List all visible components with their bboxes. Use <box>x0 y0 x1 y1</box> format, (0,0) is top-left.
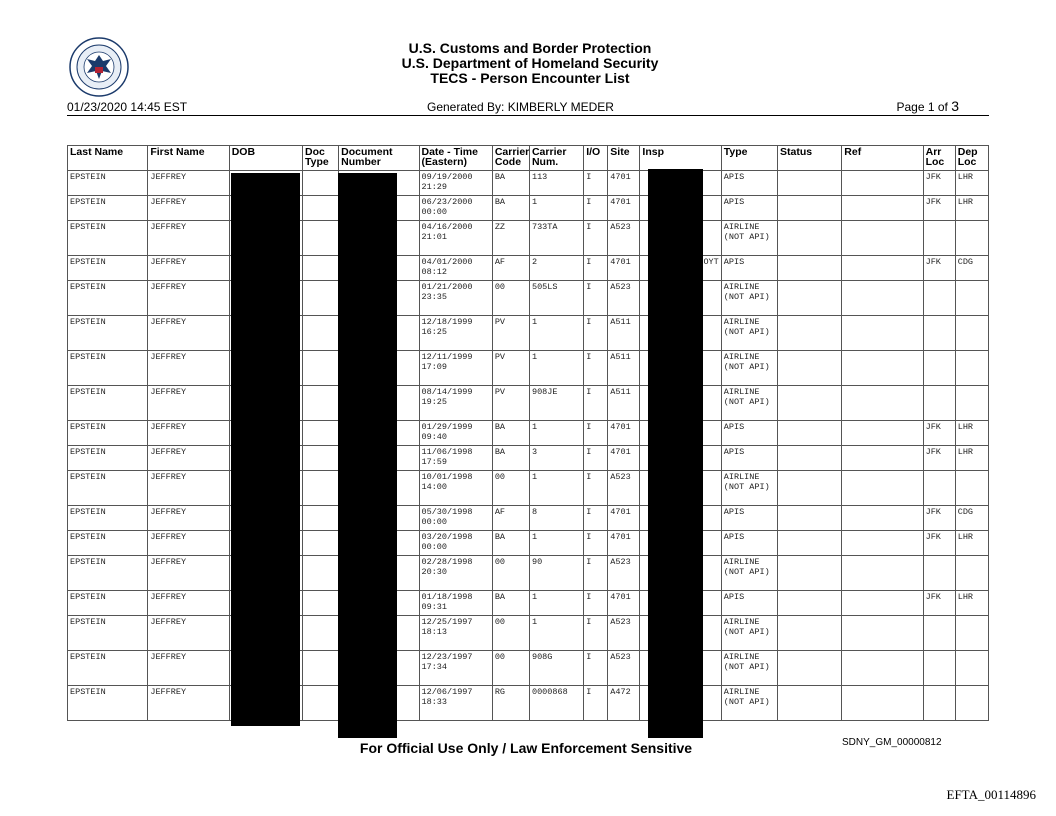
cell-status <box>778 651 842 686</box>
cell-carrier-code: BA <box>492 196 529 221</box>
cell-dep-loc <box>955 651 988 686</box>
cell-doc-type <box>303 446 339 471</box>
cell-last-name: EPSTEIN <box>68 386 148 421</box>
cell-last-name: EPSTEIN <box>68 196 148 221</box>
cell-io: I <box>584 506 608 531</box>
cell-dep-loc <box>955 556 988 591</box>
cell-arr-loc <box>923 316 955 351</box>
cell-ref <box>842 196 923 221</box>
report-datetime: 01/23/2020 14:45 EST <box>67 100 188 114</box>
cell-arr-loc: JFK <box>923 196 955 221</box>
cell-arr-loc <box>923 616 955 651</box>
cell-last-name: EPSTEIN <box>68 556 148 591</box>
cell-last-name: EPSTEIN <box>68 351 148 386</box>
cell-type: APIS <box>721 446 777 471</box>
col-header: DOB <box>229 146 302 171</box>
cell-io: I <box>584 591 608 616</box>
cell-date-time: 12/18/1999 16:25 <box>419 316 492 351</box>
cell-type: APIS <box>721 591 777 616</box>
cell-date-time: 10/01/1998 14:00 <box>419 471 492 506</box>
cell-date-time: 01/21/2000 23:35 <box>419 281 492 316</box>
cell-type: APIS <box>721 531 777 556</box>
cell-io: I <box>584 351 608 386</box>
cell-carrier-num: 3 <box>529 446 583 471</box>
cell-arr-loc <box>923 281 955 316</box>
cell-site: A523 <box>608 616 640 651</box>
cell-dep-loc: LHR <box>955 591 988 616</box>
cell-arr-loc <box>923 221 955 256</box>
cell-carrier-num: 733TA <box>529 221 583 256</box>
cell-ref <box>842 686 923 721</box>
cell-date-time: 01/29/1999 09:40 <box>419 421 492 446</box>
cell-type: AIRLINE (NOT API) <box>721 316 777 351</box>
cell-carrier-code: 00 <box>492 556 529 591</box>
table-row <box>68 386 989 421</box>
cell-io: I <box>584 556 608 591</box>
cell-doc-type <box>303 221 339 256</box>
cell-ref <box>842 591 923 616</box>
cell-carrier-num: 1 <box>529 196 583 221</box>
cell-doc-type <box>303 591 339 616</box>
cell-dep-loc <box>955 386 988 421</box>
cell-first-name: JEFFREY <box>148 531 229 556</box>
col-header: First Name <box>148 146 229 171</box>
cell-last-name: EPSTEIN <box>68 421 148 446</box>
cell-arr-loc <box>923 351 955 386</box>
cell-first-name: JEFFREY <box>148 616 229 651</box>
cell-carrier-code: PV <box>492 316 529 351</box>
cell-ref <box>842 256 923 281</box>
cell-carrier-code: ZZ <box>492 221 529 256</box>
cell-first-name: JEFFREY <box>148 686 229 721</box>
cell-site: A511 <box>608 386 640 421</box>
table-row <box>68 686 989 721</box>
cell-arr-loc <box>923 686 955 721</box>
cell-site: A472 <box>608 686 640 721</box>
cell-status <box>778 386 842 421</box>
cell-first-name: JEFFREY <box>148 446 229 471</box>
page-indicator <box>896 98 959 114</box>
cell-first-name: JEFFREY <box>148 316 229 351</box>
cell-status <box>778 591 842 616</box>
redaction-inspector <box>648 169 703 738</box>
cell-ref <box>842 421 923 446</box>
cell-ref <box>842 316 923 351</box>
cell-status <box>778 686 842 721</box>
cell-date-time: 11/06/1998 17:59 <box>419 446 492 471</box>
cell-carrier-code: BA <box>492 171 529 196</box>
cell-site: 4701 <box>608 446 640 471</box>
table-row <box>68 651 989 686</box>
cell-type: AIRLINE (NOT API) <box>721 616 777 651</box>
cell-io: I <box>584 316 608 351</box>
cell-last-name: EPSTEIN <box>68 651 148 686</box>
table-row <box>68 616 989 651</box>
cell-carrier-num: 1 <box>529 316 583 351</box>
cell-ref <box>842 221 923 256</box>
table-row <box>68 256 989 281</box>
cell-status <box>778 506 842 531</box>
cell-dep-loc <box>955 351 988 386</box>
cell-dep-loc <box>955 281 988 316</box>
col-header: Last Name <box>68 146 148 171</box>
redaction-dob <box>231 173 300 726</box>
cell-io: I <box>584 471 608 506</box>
cell-io: I <box>584 281 608 316</box>
cell-carrier-num: 8 <box>529 506 583 531</box>
cell-doc-type <box>303 471 339 506</box>
col-header: Status <box>778 146 842 171</box>
cell-arr-loc: JFK <box>923 591 955 616</box>
cell-date-time: 04/01/2000 08:12 <box>419 256 492 281</box>
cell-first-name: JEFFREY <box>148 651 229 686</box>
cell-dep-loc: LHR <box>955 446 988 471</box>
cell-doc-type <box>303 351 339 386</box>
cell-status <box>778 556 842 591</box>
cell-carrier-code: BA <box>492 446 529 471</box>
cell-doc-type <box>303 196 339 221</box>
cell-doc-type <box>303 506 339 531</box>
cell-status <box>778 351 842 386</box>
cell-carrier-code: AF <box>492 256 529 281</box>
cell-site: A523 <box>608 651 640 686</box>
cell-last-name: EPSTEIN <box>68 281 148 316</box>
cell-date-time: 12/11/1999 17:09 <box>419 351 492 386</box>
cell-arr-loc: JFK <box>923 421 955 446</box>
cell-date-time: 03/20/1998 00:00 <box>419 531 492 556</box>
cell-io: I <box>584 651 608 686</box>
cell-dep-loc: CDG <box>955 506 988 531</box>
table-row <box>68 316 989 351</box>
dhs-seal-icon <box>69 37 129 97</box>
cell-doc-type <box>303 686 339 721</box>
cell-first-name: JEFFREY <box>148 386 229 421</box>
cell-carrier-num: 2 <box>529 256 583 281</box>
cell-site: 4701 <box>608 256 640 281</box>
report-title: TECS - Person Encounter List <box>430 70 630 86</box>
col-header: Carrier Code <box>492 146 529 171</box>
col-header: Document Number <box>339 146 419 171</box>
cell-dep-loc: LHR <box>955 531 988 556</box>
table-row <box>68 446 989 471</box>
table-row <box>68 421 989 446</box>
cell-carrier-code: PV <box>492 386 529 421</box>
cell-type: AIRLINE (NOT API) <box>721 471 777 506</box>
cell-date-time: 12/06/1997 18:33 <box>419 686 492 721</box>
cell-date-time: 12/25/1997 18:13 <box>419 616 492 651</box>
table-row <box>68 196 989 221</box>
encounter-table <box>67 145 989 721</box>
efta-number: EFTA_00114896 <box>946 787 1036 802</box>
agency-title: U.S. Customs and Border Protection <box>408 40 652 56</box>
cell-carrier-code: RG <box>492 686 529 721</box>
cell-first-name: JEFFREY <box>148 421 229 446</box>
col-header: Site <box>608 146 640 171</box>
cell-arr-loc: JFK <box>923 506 955 531</box>
cell-first-name: JEFFREY <box>148 351 229 386</box>
cell-arr-loc <box>923 556 955 591</box>
cell-carrier-code: 00 <box>492 651 529 686</box>
cell-date-time: 09/19/2000 21:29 <box>419 171 492 196</box>
cell-site: A511 <box>608 351 640 386</box>
col-header: Dep Loc <box>955 146 988 171</box>
cell-type: APIS <box>721 171 777 196</box>
col-header: Ref <box>842 146 923 171</box>
cell-dep-loc <box>955 686 988 721</box>
table-row <box>68 556 989 591</box>
cell-doc-type <box>303 531 339 556</box>
table-row <box>68 171 989 196</box>
bates-number: SDNY_GM_00000812 <box>842 737 942 748</box>
department-title: U.S. Department of Homeland Security <box>401 55 659 71</box>
cell-status <box>778 616 842 651</box>
cell-arr-loc <box>923 386 955 421</box>
table-row <box>68 471 989 506</box>
cell-io: I <box>584 531 608 556</box>
cell-ref <box>842 351 923 386</box>
cell-io: I <box>584 221 608 256</box>
cell-ref <box>842 281 923 316</box>
cell-doc-type <box>303 651 339 686</box>
table-row <box>68 351 989 386</box>
cell-type: AIRLINE (NOT API) <box>721 556 777 591</box>
cell-site: A511 <box>608 316 640 351</box>
cell-dep-loc: LHR <box>955 171 988 196</box>
cell-first-name: JEFFREY <box>148 281 229 316</box>
cell-date-time: 02/28/1998 20:30 <box>419 556 492 591</box>
cell-ref <box>842 386 923 421</box>
cell-status <box>778 196 842 221</box>
cell-date-time: 12/23/1997 17:34 <box>419 651 492 686</box>
cell-site: 4701 <box>608 531 640 556</box>
col-header: Type <box>721 146 777 171</box>
cell-carrier-num: 1 <box>529 591 583 616</box>
cell-type: AIRLINE (NOT API) <box>721 686 777 721</box>
cell-doc-type <box>303 616 339 651</box>
cell-status <box>778 171 842 196</box>
cell-last-name: EPSTEIN <box>68 471 148 506</box>
cell-type: APIS <box>721 421 777 446</box>
cell-status <box>778 421 842 446</box>
cell-site: A523 <box>608 221 640 256</box>
cell-ref <box>842 471 923 506</box>
cell-dep-loc: CDG <box>955 256 988 281</box>
cell-dep-loc: LHR <box>955 421 988 446</box>
cell-carrier-code: PV <box>492 351 529 386</box>
cell-dep-loc: LHR <box>955 196 988 221</box>
cell-ref <box>842 506 923 531</box>
cell-ref <box>842 531 923 556</box>
cell-arr-loc <box>923 471 955 506</box>
cell-arr-loc: JFK <box>923 171 955 196</box>
cell-carrier-num: 1 <box>529 351 583 386</box>
cell-site: 4701 <box>608 506 640 531</box>
cell-carrier-code: 00 <box>492 471 529 506</box>
cell-site: A523 <box>608 471 640 506</box>
col-header: Insp <box>640 146 721 171</box>
cell-type: AIRLINE (NOT API) <box>721 351 777 386</box>
cell-date-time: 04/16/2000 21:01 <box>419 221 492 256</box>
cell-carrier-code: BA <box>492 591 529 616</box>
cell-ref <box>842 171 923 196</box>
cell-last-name: EPSTEIN <box>68 531 148 556</box>
cell-doc-type <box>303 386 339 421</box>
cell-date-time: 08/14/1999 19:25 <box>419 386 492 421</box>
cell-site: 4701 <box>608 591 640 616</box>
cell-site: A523 <box>608 281 640 316</box>
cell-dep-loc <box>955 616 988 651</box>
cell-arr-loc <box>923 651 955 686</box>
cell-carrier-num: 90 <box>529 556 583 591</box>
cell-ref <box>842 446 923 471</box>
classification-text: For Official Use Only / Law Enforcement Sensitive <box>359 740 693 756</box>
cell-carrier-num: 1 <box>529 471 583 506</box>
col-header: I/O <box>584 146 608 171</box>
cell-type: APIS <box>721 506 777 531</box>
table-header-row <box>68 146 989 171</box>
cell-doc-type <box>303 256 339 281</box>
cell-arr-loc: JFK <box>923 256 955 281</box>
col-header: Doc Type <box>303 146 339 171</box>
cell-last-name: EPSTEIN <box>68 221 148 256</box>
cell-dep-loc <box>955 221 988 256</box>
cell-carrier-code: 00 <box>492 281 529 316</box>
cell-last-name: EPSTEIN <box>68 316 148 351</box>
cell-doc-type <box>303 421 339 446</box>
cell-first-name: JEFFREY <box>148 506 229 531</box>
cell-first-name: JEFFREY <box>148 556 229 591</box>
generated-by: Generated By: KIMBERLY MEDER <box>427 100 614 114</box>
cell-first-name: JEFFREY <box>148 591 229 616</box>
cell-ref <box>842 616 923 651</box>
table-row <box>68 281 989 316</box>
cell-status <box>778 471 842 506</box>
cell-io: I <box>584 446 608 471</box>
cell-io: I <box>584 196 608 221</box>
cell-date-time: 01/18/1998 09:31 <box>419 591 492 616</box>
cell-first-name: JEFFREY <box>148 171 229 196</box>
cell-insp: OYT <box>640 256 721 281</box>
cell-status <box>778 531 842 556</box>
cell-io: I <box>584 421 608 446</box>
cell-last-name: EPSTEIN <box>68 591 148 616</box>
col-header: Date - Time (Eastern) <box>419 146 492 171</box>
table-row <box>68 531 989 556</box>
cell-site: 4701 <box>608 421 640 446</box>
cell-io: I <box>584 386 608 421</box>
col-header: Carrier Num. <box>529 146 583 171</box>
cell-site: A523 <box>608 556 640 591</box>
cell-carrier-num: 1 <box>529 616 583 651</box>
cell-status <box>778 221 842 256</box>
cell-type: AIRLINE (NOT API) <box>721 281 777 316</box>
cell-last-name: EPSTEIN <box>68 446 148 471</box>
cell-type: APIS <box>721 196 777 221</box>
cell-status <box>778 446 842 471</box>
cell-carrier-code: 00 <box>492 616 529 651</box>
table-row <box>68 221 989 256</box>
cell-ref <box>842 556 923 591</box>
cell-doc-type <box>303 281 339 316</box>
cell-carrier-num: 1 <box>529 531 583 556</box>
cell-date-time: 05/30/1998 00:00 <box>419 506 492 531</box>
cell-date-time: 06/23/2000 00:00 <box>419 196 492 221</box>
redaction-document-number <box>338 173 397 738</box>
cell-arr-loc: JFK <box>923 446 955 471</box>
cell-carrier-code: AF <box>492 506 529 531</box>
cell-carrier-num: 0000868 <box>529 686 583 721</box>
cell-site: 4701 <box>608 171 640 196</box>
cell-doc-type <box>303 316 339 351</box>
cell-io: I <box>584 256 608 281</box>
table-row <box>68 591 989 616</box>
cell-carrier-code: BA <box>492 531 529 556</box>
cell-carrier-num: 1 <box>529 421 583 446</box>
cell-last-name: EPSTEIN <box>68 506 148 531</box>
cell-last-name: EPSTEIN <box>68 616 148 651</box>
cell-carrier-num: 113 <box>529 171 583 196</box>
cell-type: AIRLINE (NOT API) <box>721 221 777 256</box>
cell-last-name: EPSTEIN <box>68 171 148 196</box>
cell-first-name: JEFFREY <box>148 196 229 221</box>
cell-type: AIRLINE (NOT API) <box>721 386 777 421</box>
cell-ref <box>842 651 923 686</box>
cell-first-name: JEFFREY <box>148 471 229 506</box>
cell-type: APIS <box>721 256 777 281</box>
cell-first-name: JEFFREY <box>148 256 229 281</box>
col-header: Arr Loc <box>923 146 955 171</box>
cell-status <box>778 316 842 351</box>
cell-io: I <box>584 686 608 721</box>
cell-carrier-num: 908JE <box>529 386 583 421</box>
cell-dep-loc <box>955 471 988 506</box>
report-title-block <box>300 41 760 86</box>
cell-status <box>778 281 842 316</box>
cell-first-name: JEFFREY <box>148 221 229 256</box>
cell-arr-loc: JFK <box>923 531 955 556</box>
cell-carrier-num: 505LS <box>529 281 583 316</box>
cell-dep-loc <box>955 316 988 351</box>
cell-carrier-num: 908G <box>529 651 583 686</box>
cell-site: 4701 <box>608 196 640 221</box>
page-total: 3 <box>951 98 959 114</box>
page-prefix: Page 1 of <box>896 100 952 114</box>
cell-io: I <box>584 171 608 196</box>
cell-carrier-code: BA <box>492 421 529 446</box>
table-row <box>68 506 989 531</box>
cell-type: AIRLINE (NOT API) <box>721 651 777 686</box>
cell-last-name: EPSTEIN <box>68 686 148 721</box>
cell-doc-type <box>303 171 339 196</box>
report-meta-line <box>67 100 989 116</box>
cell-last-name: EPSTEIN <box>68 256 148 281</box>
cell-doc-type <box>303 556 339 591</box>
cell-status <box>778 256 842 281</box>
cell-io: I <box>584 616 608 651</box>
